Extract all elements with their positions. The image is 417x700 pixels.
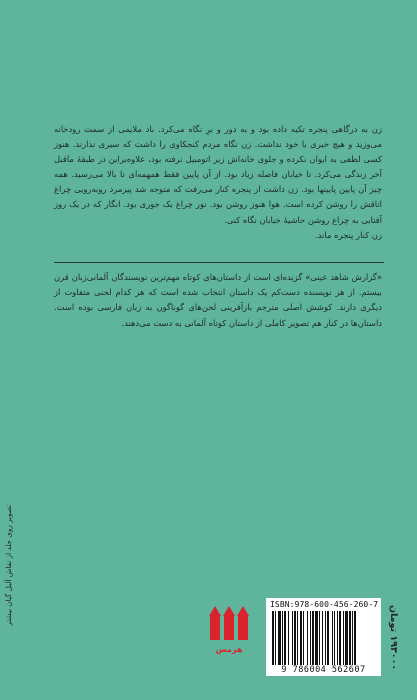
publisher-logo-icon [209,604,249,640]
excerpt-paragraph: زن کنار پنجره ماند. [315,229,382,240]
price-label: ۱۹۳۰۰۰ تومان [388,605,399,671]
publisher-name: هرمس [215,645,243,654]
blurb-text [54,270,382,331]
excerpt-paragraph: زن به درگاهی پنجره تکیه داده بود و به دور و برِ نگاه می‌کرد. باد ملایمی از سمت رودخانه می‌وزید و هیچ خبری با خود نداشت. زن نگاه مردم کنجکاوی را داشت که سیری ندارند. هنوز کسی لطفی به ایوان نکرده و جلوی خانه‌اش زیر اتومبیل نرفته بود، علاوه‌براین در طبقهٔ ماقبل آخر زندگی می‌کرد. تا خیابان فاصله زیاد بود. از آن پایین فقط همهمه‌ای تا بالا می‌رسید. همه چیز آن پایین پایینها بود. زن داشت از پنجره کنار می‌رفت که متوجه شد پیرمرد روبه‌رویی چراغ اتاقش را روشن کرده است. هوا هنوز روشن بود. نور چراغ یک جوری بود. انگار که در یک روز آفتابی به چراغ روشن حاشیهٔ خیابان نگاه کنی. [54,124,382,225]
cover-art-credit: تصویر روی جلد از نقاش آلیل گیان بیشتر [4,505,13,626]
excerpt-text [54,122,382,243]
blurb-paragraph: «گزارش شاهد عینی» گزیده‌ای است از داستان‌های کوتاه مهم‌ترین نویسندگان آلمانی‌زبان قرن بیستم. از هر نویسنده دست‌کم یک داستان انتخاب شده است که هر کدام لحنی متفاوت از دیگری دارند. کوشش اصلی مترجم بازآفرینی لحن‌های گوناگون به زبان فارسی بوده است. داستان‌ها در کنار هم تصویر کاملی از داستان کوتاه آلمانی به دست می‌دهند. [54,272,382,328]
isbn-label: ISBN:978-600-456-260-7 [270,600,379,609]
barcode-icon [272,611,376,665]
ean-digits: 9 786004 562607 [281,665,366,675]
divider [54,262,384,263]
